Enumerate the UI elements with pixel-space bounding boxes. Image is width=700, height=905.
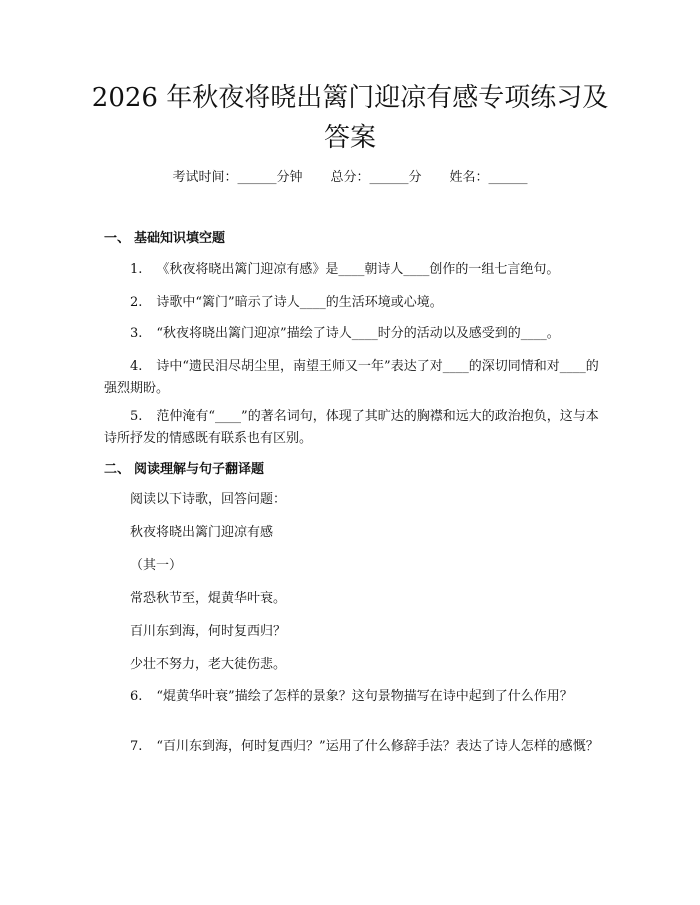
question-1 [104, 259, 600, 281]
question-2-number: 2. [130, 295, 143, 310]
poem-line-2: 百川东到海，何时复西归？ [130, 624, 287, 639]
section-2-number: 二、 [104, 462, 131, 477]
section-2-heading [104, 460, 264, 480]
question-7-number: 7. [130, 739, 143, 754]
question-6-text: “焜黄华叶衰”描绘了怎样的景象？这句景物描写在诗中起到了什么作用？ [156, 689, 573, 704]
student-name: 姓名：______ [449, 170, 528, 185]
question-1-text: 《秋夜将晓出篱门迎凉有感》是____朝诗人____创作的一组七言绝句。 [156, 262, 560, 277]
poem-line-1: 常恐秋节至，焜黄华叶衰。 [130, 591, 287, 606]
page-title [60, 78, 640, 158]
poem-part: （其一） [130, 558, 183, 573]
question-2 [104, 292, 600, 314]
poem-line-3: 少壮不努力，老大徒伤悲。 [130, 657, 287, 672]
question-6-number: 6. [130, 689, 143, 704]
exam-meta [0, 168, 700, 188]
section-1-number: 一、 [104, 231, 131, 246]
question-5-number: 5. [130, 409, 143, 424]
title-line-1: 2026 年秋夜将晓出篱门迎凉有感专项练习及 [91, 83, 609, 113]
question-5-text: 范仲淹有“____”的著名词句，体现了其旷达的胸襟和远大的政治抱负，这与本诗所抒发的情感既有联系也有区别。 [104, 409, 599, 446]
question-1-number: 1. [130, 262, 143, 277]
question-2-text: 诗歌中“篱门”暗示了诗人____的生活环境或心境。 [156, 295, 443, 310]
question-5 [104, 406, 600, 450]
poem-title: 秋夜将晓出篱门迎凉有感 [130, 525, 274, 540]
exam-time: 考试时间：______分钟 [172, 170, 303, 185]
title-line-2: 答案 [323, 123, 376, 153]
reading-intro: 阅读以下诗歌，回答问题： [130, 492, 287, 507]
question-4 [104, 356, 600, 400]
question-6 [104, 686, 600, 708]
section-1-title: 基础知识填空题 [134, 231, 226, 246]
total-score: 总分：______分 [330, 170, 422, 185]
question-4-text: 诗中“遗民泪尽胡尘里，南望王师又一年”表达了对____的深切同情和对____的强烈期盼。 [104, 359, 599, 396]
question-3-number: 3. [130, 326, 143, 341]
section-1-heading [104, 229, 225, 249]
question-3-text: “秋夜将晓出篱门迎凉”描绘了诗人____时分的活动以及感受到的____。 [156, 326, 560, 341]
question-7-text: “百川东到海，何时复西归？”运用了什么修辞手法？表达了诗人怎样的感慨？ [156, 739, 599, 754]
question-4-number: 4. [130, 359, 143, 374]
question-3 [104, 323, 600, 345]
question-7 [104, 736, 600, 758]
section-2-title: 阅读理解与句子翻译题 [134, 462, 265, 477]
